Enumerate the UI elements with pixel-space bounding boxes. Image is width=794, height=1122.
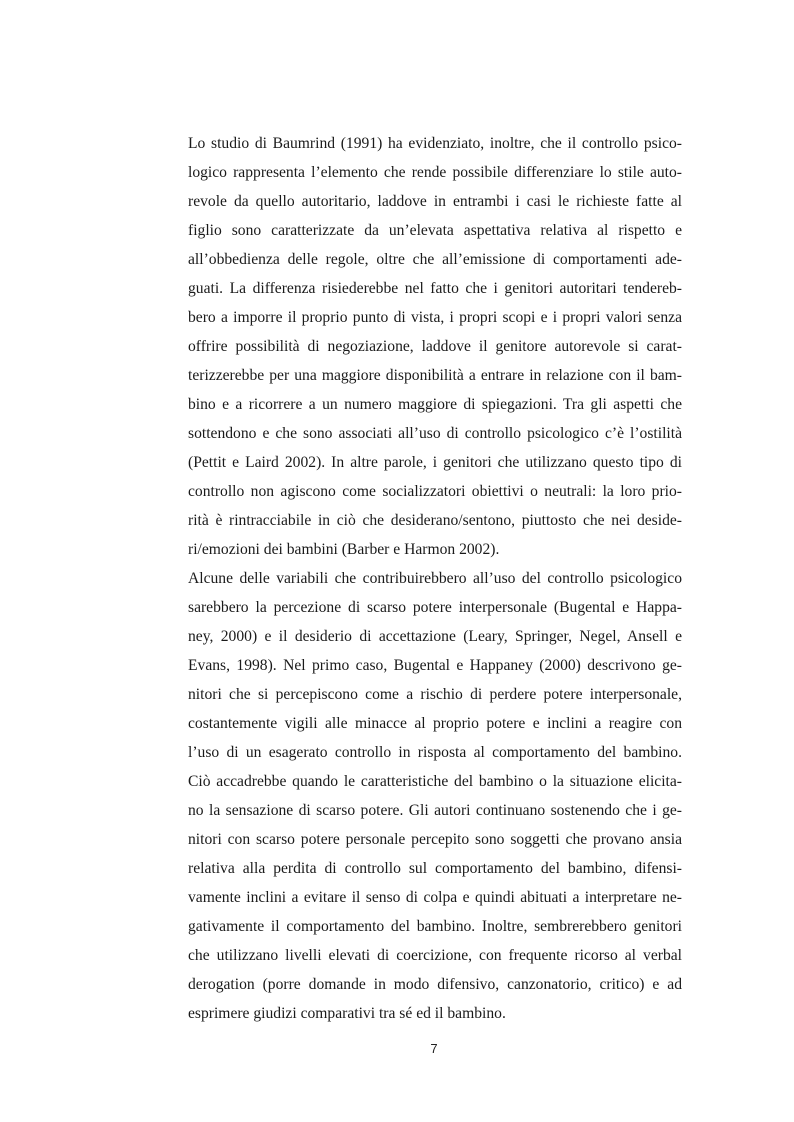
text-line: rità è rintracciabile in ciò che desiderano/sentono, piuttosto che nei deside- bbox=[188, 512, 682, 529]
page-number: 7 bbox=[430, 1041, 438, 1056]
text-line: Lo studio di Baumrind (1991) ha evidenziato, inoltre, che il controllo psico- bbox=[188, 135, 682, 152]
text-line: no la sensazione di scarso potere. Gli autori continuano sostenendo che i ge- bbox=[188, 802, 682, 819]
text-line: ney, 2000) e il desiderio di accettazione (Leary, Springer, Negel, Ansell e bbox=[188, 628, 682, 645]
text-line: relativa alla perdita di controllo sul comportamento del bambino, difensi- bbox=[188, 860, 682, 877]
paragraph-2 bbox=[188, 564, 682, 1028]
text-line: vamente inclini a evitare il senso di colpa e quindi abituati a interpretare ne- bbox=[188, 889, 682, 906]
text-line: sarebbero la percezione di scarso potere interpersonale (Bugental e Happa- bbox=[188, 599, 682, 616]
paragraph-1 bbox=[188, 129, 682, 564]
text-line: ri/emozioni dei bambini (Barber e Harmon 2002). bbox=[188, 541, 500, 558]
text-line: Alcune delle variabili che contribuirebbero all’uso del controllo psicologico bbox=[188, 570, 682, 587]
text-line: costantemente vigili alle minacce al proprio potere e inclini a reagire con bbox=[188, 715, 682, 732]
text-line: terizzerebbe per una maggiore disponibilità a entrare in relazione con il bam- bbox=[188, 367, 682, 384]
text-line: bino e a ricorrere a un numero maggiore di spiegazioni. Tra gli aspetti che bbox=[188, 396, 682, 413]
text-line: Evans, 1998). Nel primo caso, Bugental e Happaney (2000) descrivono ge- bbox=[188, 657, 682, 674]
text-line: figlio sono caratterizzate da un’elevata aspettativa relativa al rispetto e bbox=[188, 222, 682, 239]
text-line: l’uso di un esagerato controllo in risposta al comportamento del bambino. bbox=[188, 744, 682, 761]
text-line: Ciò accadrebbe quando le caratteristiche del bambino o la situazione elicita- bbox=[188, 773, 682, 790]
text-line: revole da quello autoritario, laddove in entrambi i casi le richieste fatte al bbox=[188, 193, 682, 210]
text-line: guati. La differenza risiederebbe nel fatto che i genitori autoritari tendereb- bbox=[188, 280, 682, 297]
text-line: sottendono e che sono associati all’uso di controllo psicologico c’è l’ostilità bbox=[188, 425, 682, 442]
text-line: offrire possibilità di negoziazione, laddove il genitore autorevole si carat- bbox=[188, 338, 682, 355]
text-line: controllo non agiscono come socializzatori obiettivi o neutrali: la loro prio- bbox=[188, 483, 682, 500]
text-line: nitori con scarso potere personale percepito sono soggetti che provano ansia bbox=[188, 831, 682, 848]
text-line: logico rappresenta l’elemento che rende possibile differenziare lo stile auto- bbox=[188, 164, 682, 181]
text-line: (Pettit e Laird 2002). In altre parole, i genitori che utilizzano questo tipo di bbox=[188, 454, 682, 471]
text-line: bero a imporre il proprio punto di vista, i propri scopi e i propri valori senza bbox=[188, 309, 682, 326]
text-line: all’obbedienza delle regole, oltre che all’emissione di comportamenti ade- bbox=[188, 251, 682, 268]
text-line: nitori che si percepiscono come a rischio di perdere potere interpersonale, bbox=[188, 686, 682, 703]
text-line: esprimere giudizi comparativi tra sé ed il bambino. bbox=[188, 1005, 506, 1022]
text-line: che utilizzano livelli elevati di coercizione, con frequente ricorso al verbal bbox=[188, 947, 682, 964]
body-text bbox=[188, 129, 682, 1028]
text-line: gativamente il comportamento del bambino. Inoltre, sembrerebbero genitori bbox=[188, 918, 682, 935]
text-line: derogation (porre domande in modo difensivo, canzonatorio, critico) e ad bbox=[188, 976, 682, 993]
